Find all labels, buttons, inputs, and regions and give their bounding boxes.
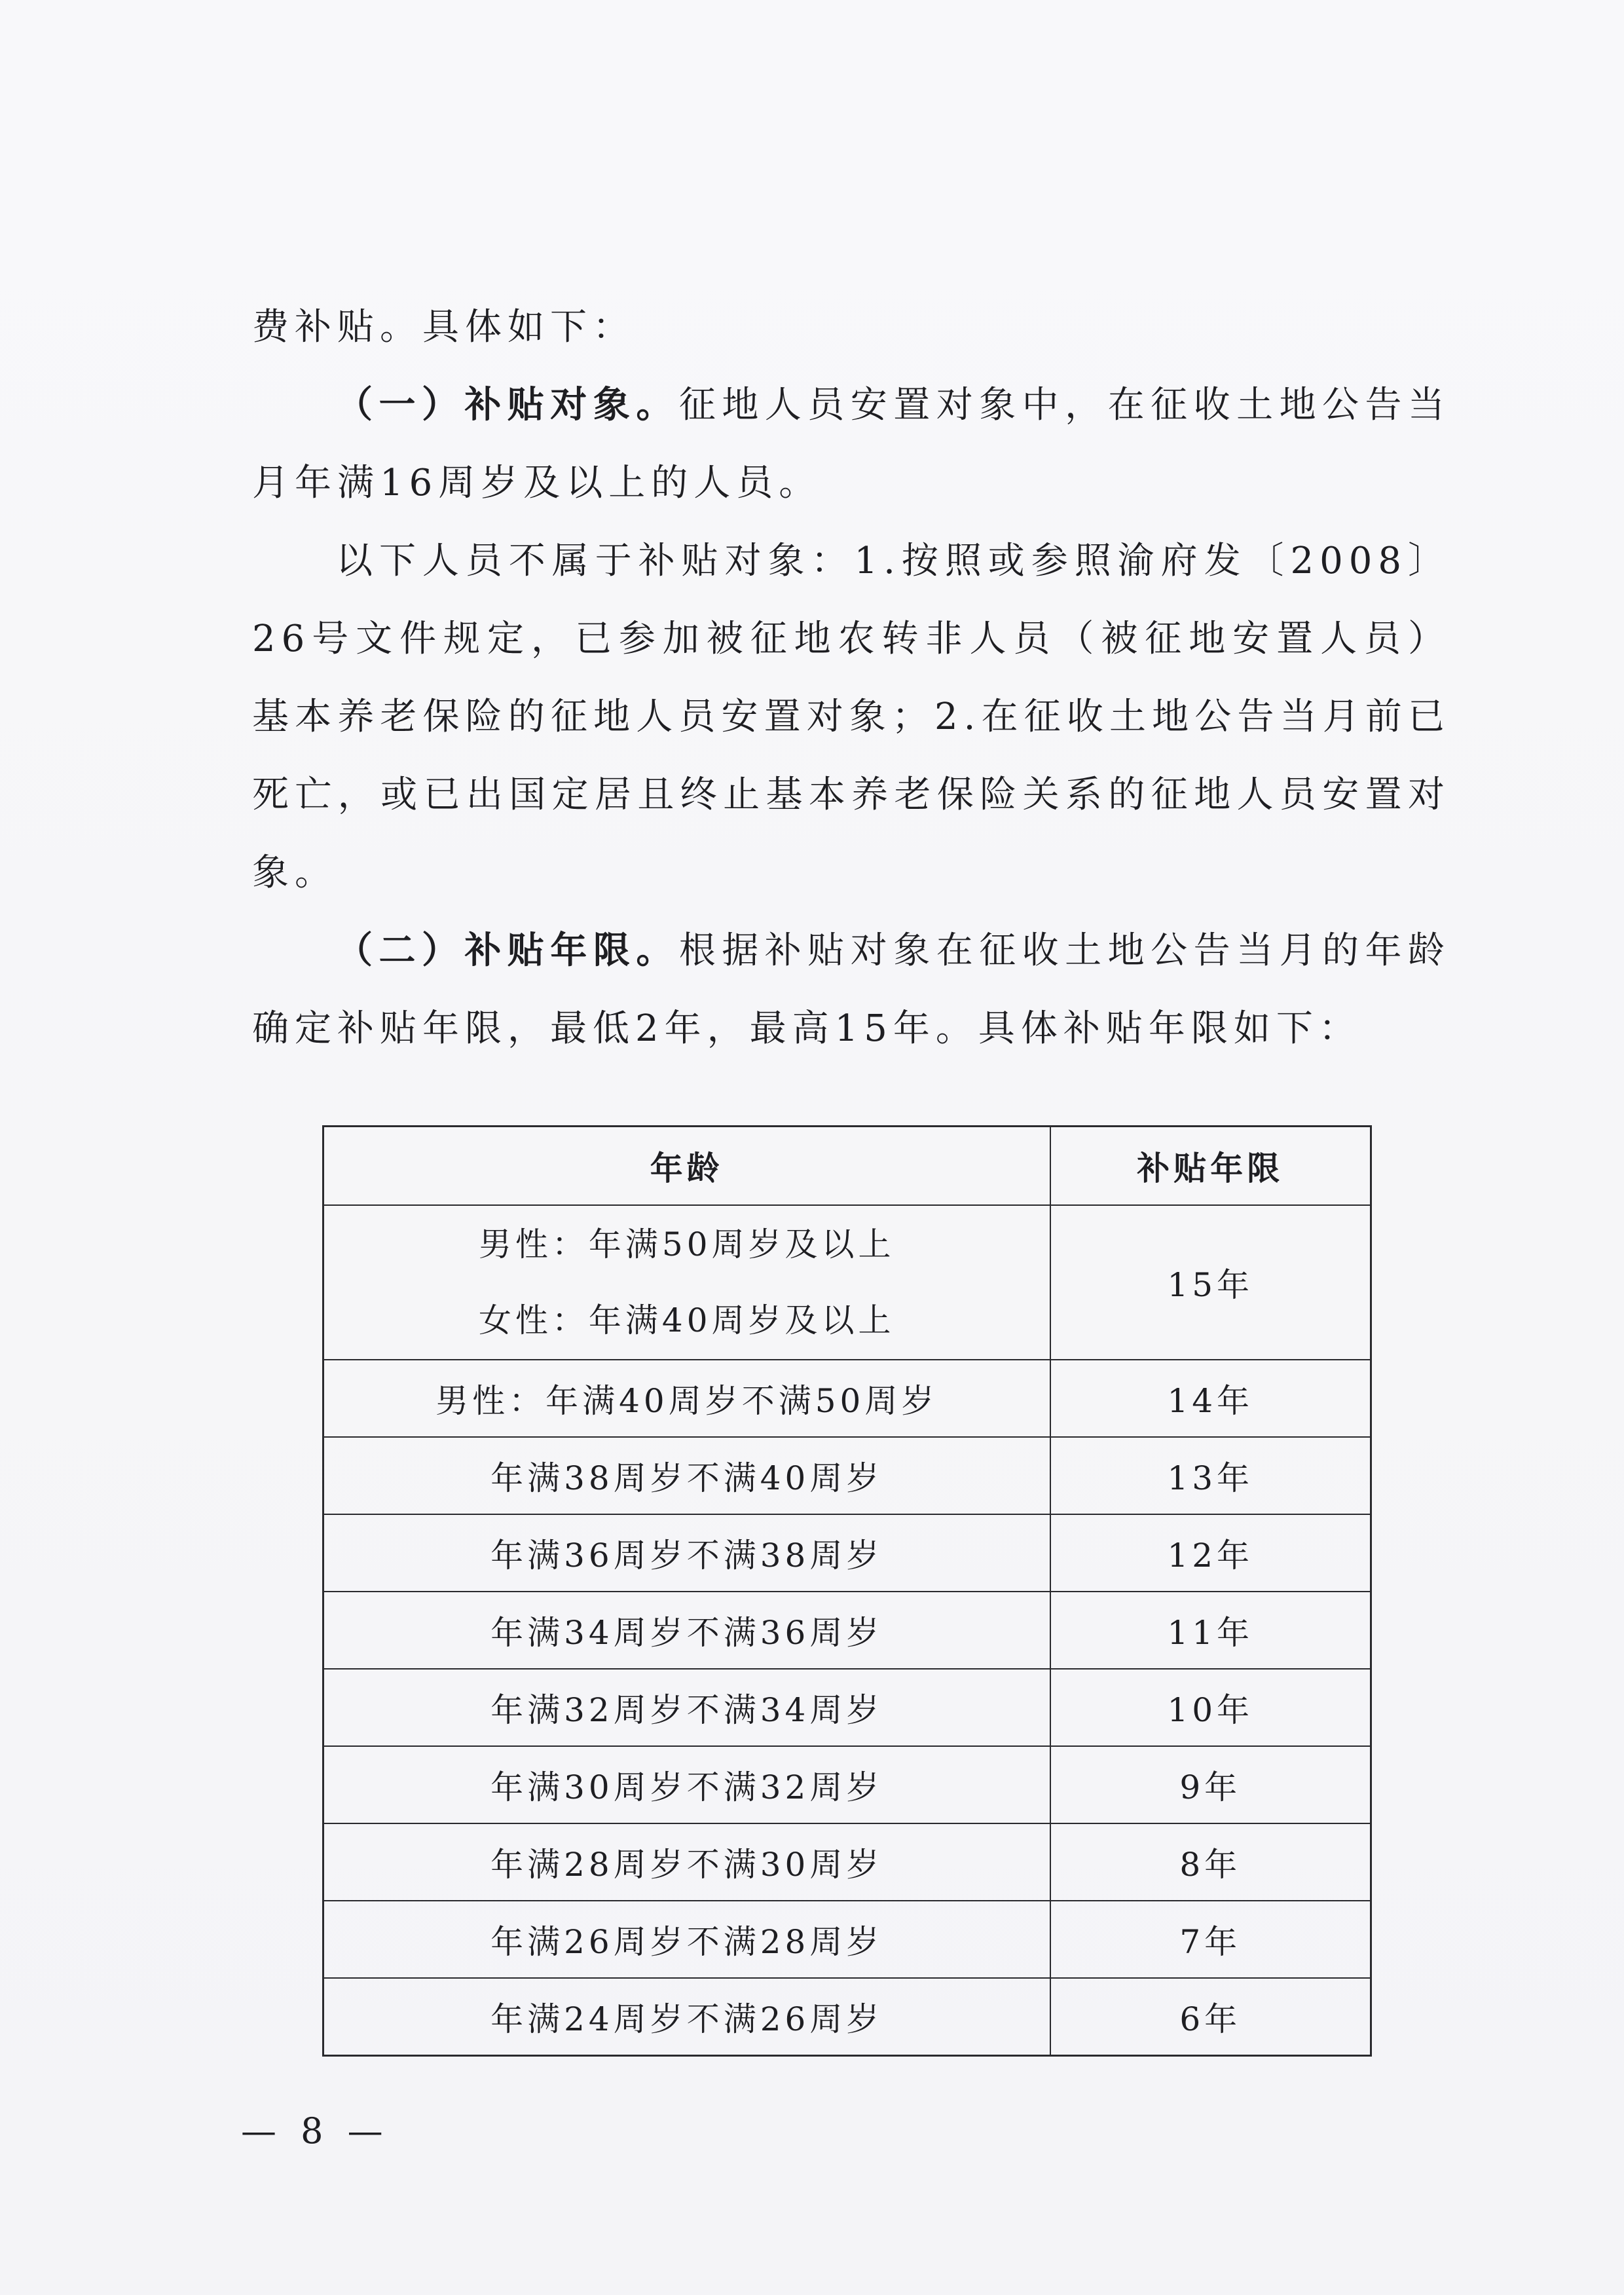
- age-cell: 年满24周岁不满26周岁: [323, 1978, 1050, 2056]
- table-header-row: [323, 1127, 1371, 1206]
- years-cell: 15年: [1050, 1205, 1371, 1360]
- age-cell: 年满38周岁不满40周岁: [323, 1437, 1050, 1514]
- age-cell: 年满34周岁不满36周岁: [323, 1592, 1050, 1669]
- table-row: [323, 1669, 1371, 1746]
- page-number: — 8 —: [241, 2110, 390, 2152]
- table-row: [323, 1746, 1371, 1823]
- table-row: [323, 1823, 1371, 1901]
- years-cell: 14年: [1050, 1360, 1371, 1437]
- table-row: [323, 1205, 1371, 1360]
- age-cell: [323, 1205, 1050, 1360]
- body-text: [252, 288, 1450, 1068]
- years-cell: 9年: [1050, 1746, 1371, 1823]
- paragraph-subsidy-target-text: 征地人员安置对象中，在征收土地公告当月年满16周岁及以上的人员。: [252, 384, 1451, 504]
- age-cell: 年满28周岁不满30周岁: [323, 1823, 1050, 1901]
- paragraph-subsidy-target: [252, 366, 1450, 522]
- age-cell: 年满32周岁不满34周岁: [323, 1669, 1050, 1746]
- age-line-male: 男性：年满50周岁及以上: [478, 1225, 895, 1263]
- age-cell: 年满26周岁不满28周岁: [323, 1901, 1050, 1978]
- years-cell: 12年: [1050, 1514, 1371, 1592]
- header-subsidy-years: 补贴年限: [1050, 1127, 1371, 1206]
- age-cell: 年满36周岁不满38周岁: [323, 1514, 1050, 1592]
- table-row: [323, 1437, 1371, 1514]
- years-cell: 7年: [1050, 1901, 1371, 1978]
- years-cell: 13年: [1050, 1437, 1371, 1514]
- age-cell: 年满30周岁不满32周岁: [323, 1746, 1050, 1823]
- age-line-female: 女性：年满40周岁及以上: [478, 1301, 895, 1339]
- years-cell: 8年: [1050, 1823, 1371, 1901]
- paragraph-subsidy-years-text: 根据补贴对象在征收土地公告当月的年龄确定补贴年限，最低2年，最高15年。具体补贴年限如下：: [252, 929, 1451, 1050]
- paragraph-exclusions: 以下人员不属于补贴对象：1.按照或参照渝府发〔2008〕26号文件规定，已参加被征地农转非人员（被征地安置人员）基本养老保险的征地人员安置对象；2.在征收土地公告当月前已死亡，或已出国定居且终止基本养老保险关系的征地人员安置对象。: [252, 540, 1450, 894]
- table-row: [323, 1592, 1371, 1669]
- subsidy-years-table-wrapper: [322, 1125, 1370, 2057]
- years-cell: 10年: [1050, 1669, 1371, 1746]
- header-age: 年龄: [323, 1127, 1050, 1206]
- years-cell: 6年: [1050, 1978, 1371, 2056]
- table-row: [323, 1514, 1371, 1592]
- table-row: [323, 1901, 1371, 1978]
- subsidy-years-table: [322, 1125, 1372, 2057]
- paragraph-subsidy-years: [252, 912, 1450, 1068]
- table-row: [323, 1978, 1371, 2056]
- years-cell: 11年: [1050, 1592, 1371, 1669]
- table-row: [323, 1360, 1371, 1437]
- age-cell: 男性：年满40周岁不满50周岁: [323, 1360, 1050, 1437]
- section-heading-subsidy-years: （二）补贴年限。: [336, 929, 679, 972]
- paragraph-continuation: 费补贴。具体如下：: [252, 306, 635, 348]
- section-heading-subsidy-target: （一）补贴对象。: [336, 384, 679, 426]
